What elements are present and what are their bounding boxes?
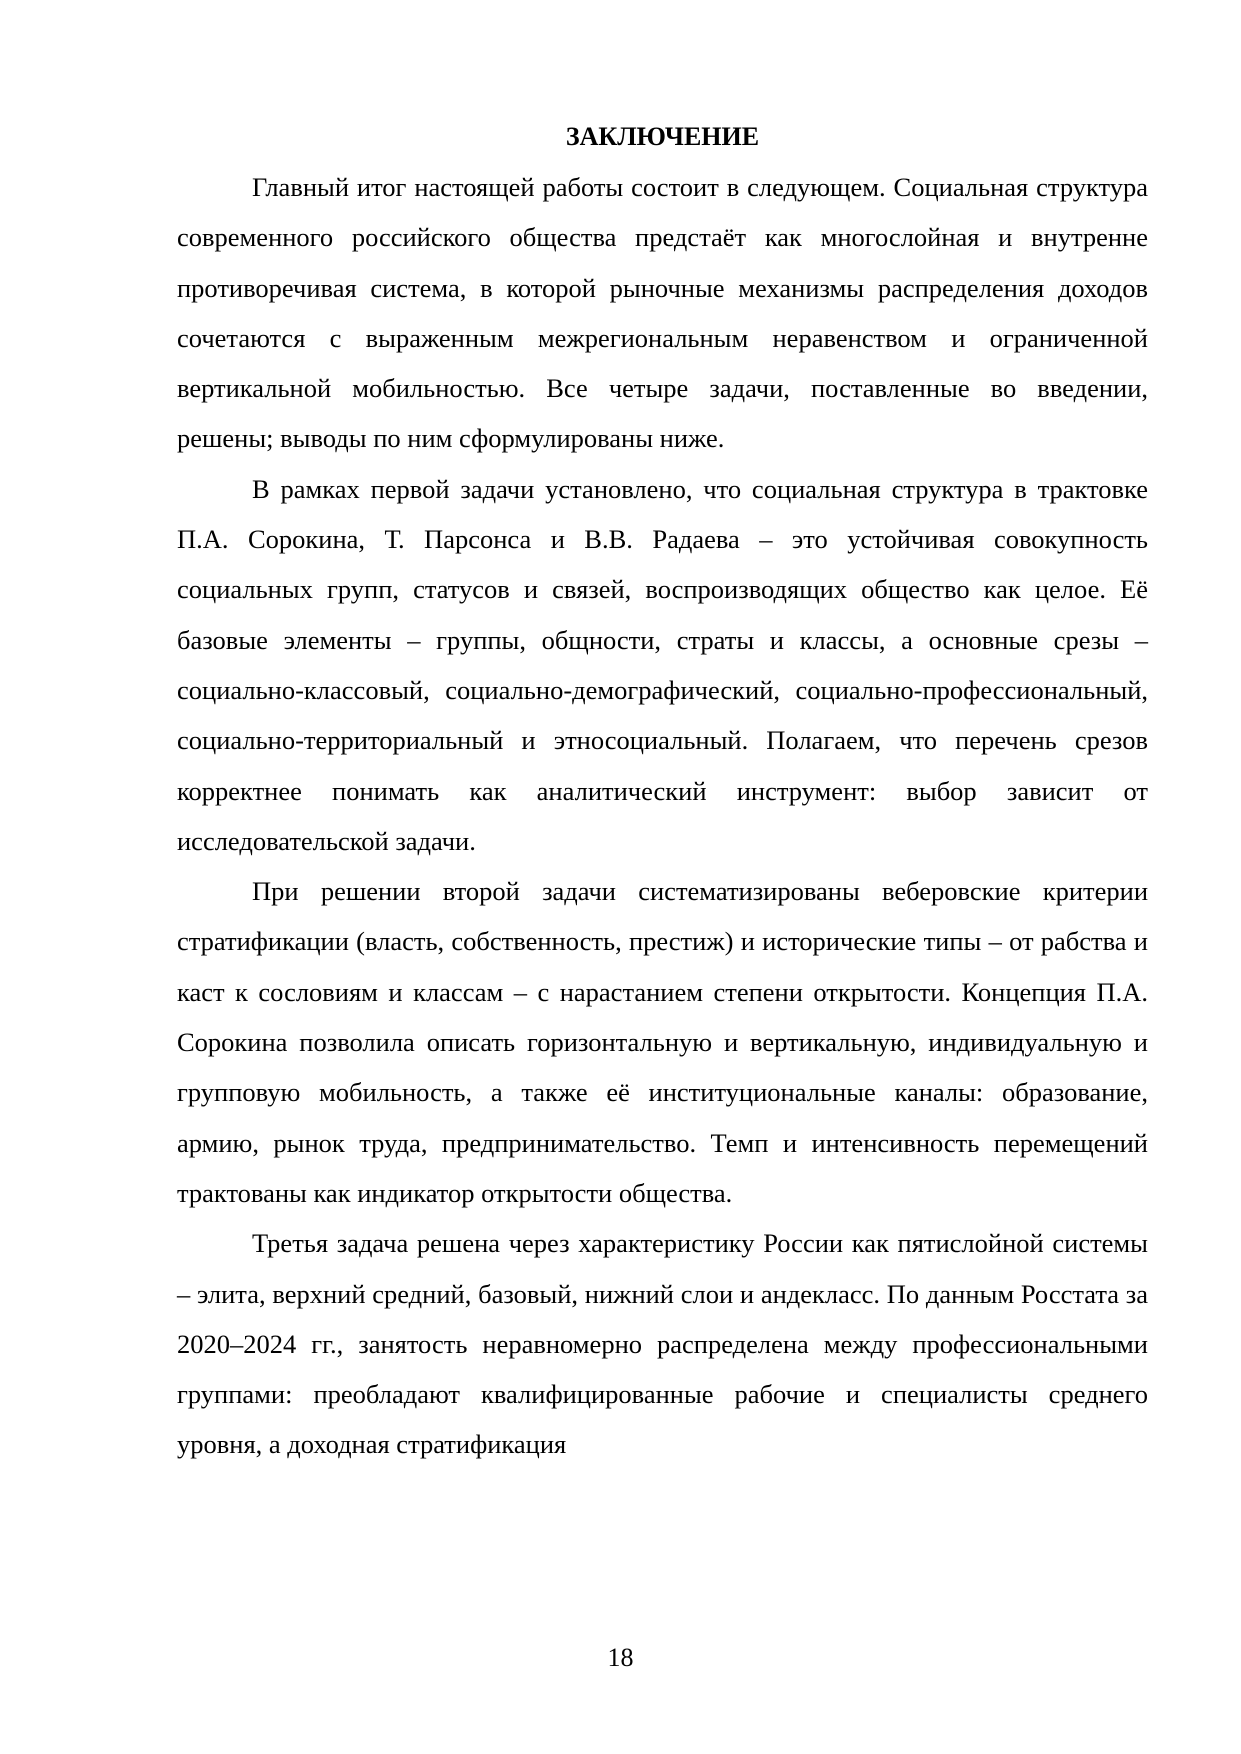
paragraph-first-task: В рамках первой задачи установлено, что социальная структура в трактовке П.А. Сорокина, Т. Парсонса и В.В. Радаева – это устойчивая совокупность социальных групп, статусов и связей, воспроизводящих общество как целое. Её базовые элементы – группы, общности, страты и классы, а основные срезы – социально-классовый, социально-демографический, социально-профессиональный, социально-территориальный и этносоциальный. Полагаем, что перечень срезов корректнее понимать как аналитический инструмент: выбор зависит от исследовательской задачи.: [177, 473, 1148, 856]
paragraph-main-result: Главный итог настоящей работы состоит в следующем. Социальная структура современного российского общества предстаёт как многослойная и внутренне противоречивая система, в которой рыночные механизмы распределения доходов сочетаются с выраженным межрегиональным неравенством и ограниченной вертикальной мобильностью. Все четыре задачи, поставленные во введении, решены; выводы по ним сформулированы ниже.: [177, 172, 1148, 454]
paragraph-third-task: Третья задача решена через характеристику России как пятислойной системы – элита, верхний средний, базовый, нижний слои и андекласс. По данным Росстата за 2020–2024 гг., занятость неравномерно распределена между профессиональными группами: преобладают квалифицированные рабочие и специалисты среднего уровня, а доходная стратификация: [177, 1228, 1148, 1460]
page-number: 18: [607, 1643, 634, 1672]
section-heading: ЗАКЛЮЧЕНИЕ: [565, 122, 760, 151]
page-body: [177, 112, 1148, 1470]
paragraph-second-task: При решении второй задачи систематизированы веберовские критерии стратификации (власть, собственность, престиж) и исторические типы – от рабства и каст к сословиям и классам – с нарастанием степени открытости. Концепция П.А. Сорокина позволила описать горизонтальную и вертикальную, индивидуальную и групповую мобильность, а также её институциональные каналы: образование, армию, рынок труда, предпринимательство. Темп и интенсивность перемещений трактованы как индикатор открытости общества.: [177, 876, 1148, 1208]
